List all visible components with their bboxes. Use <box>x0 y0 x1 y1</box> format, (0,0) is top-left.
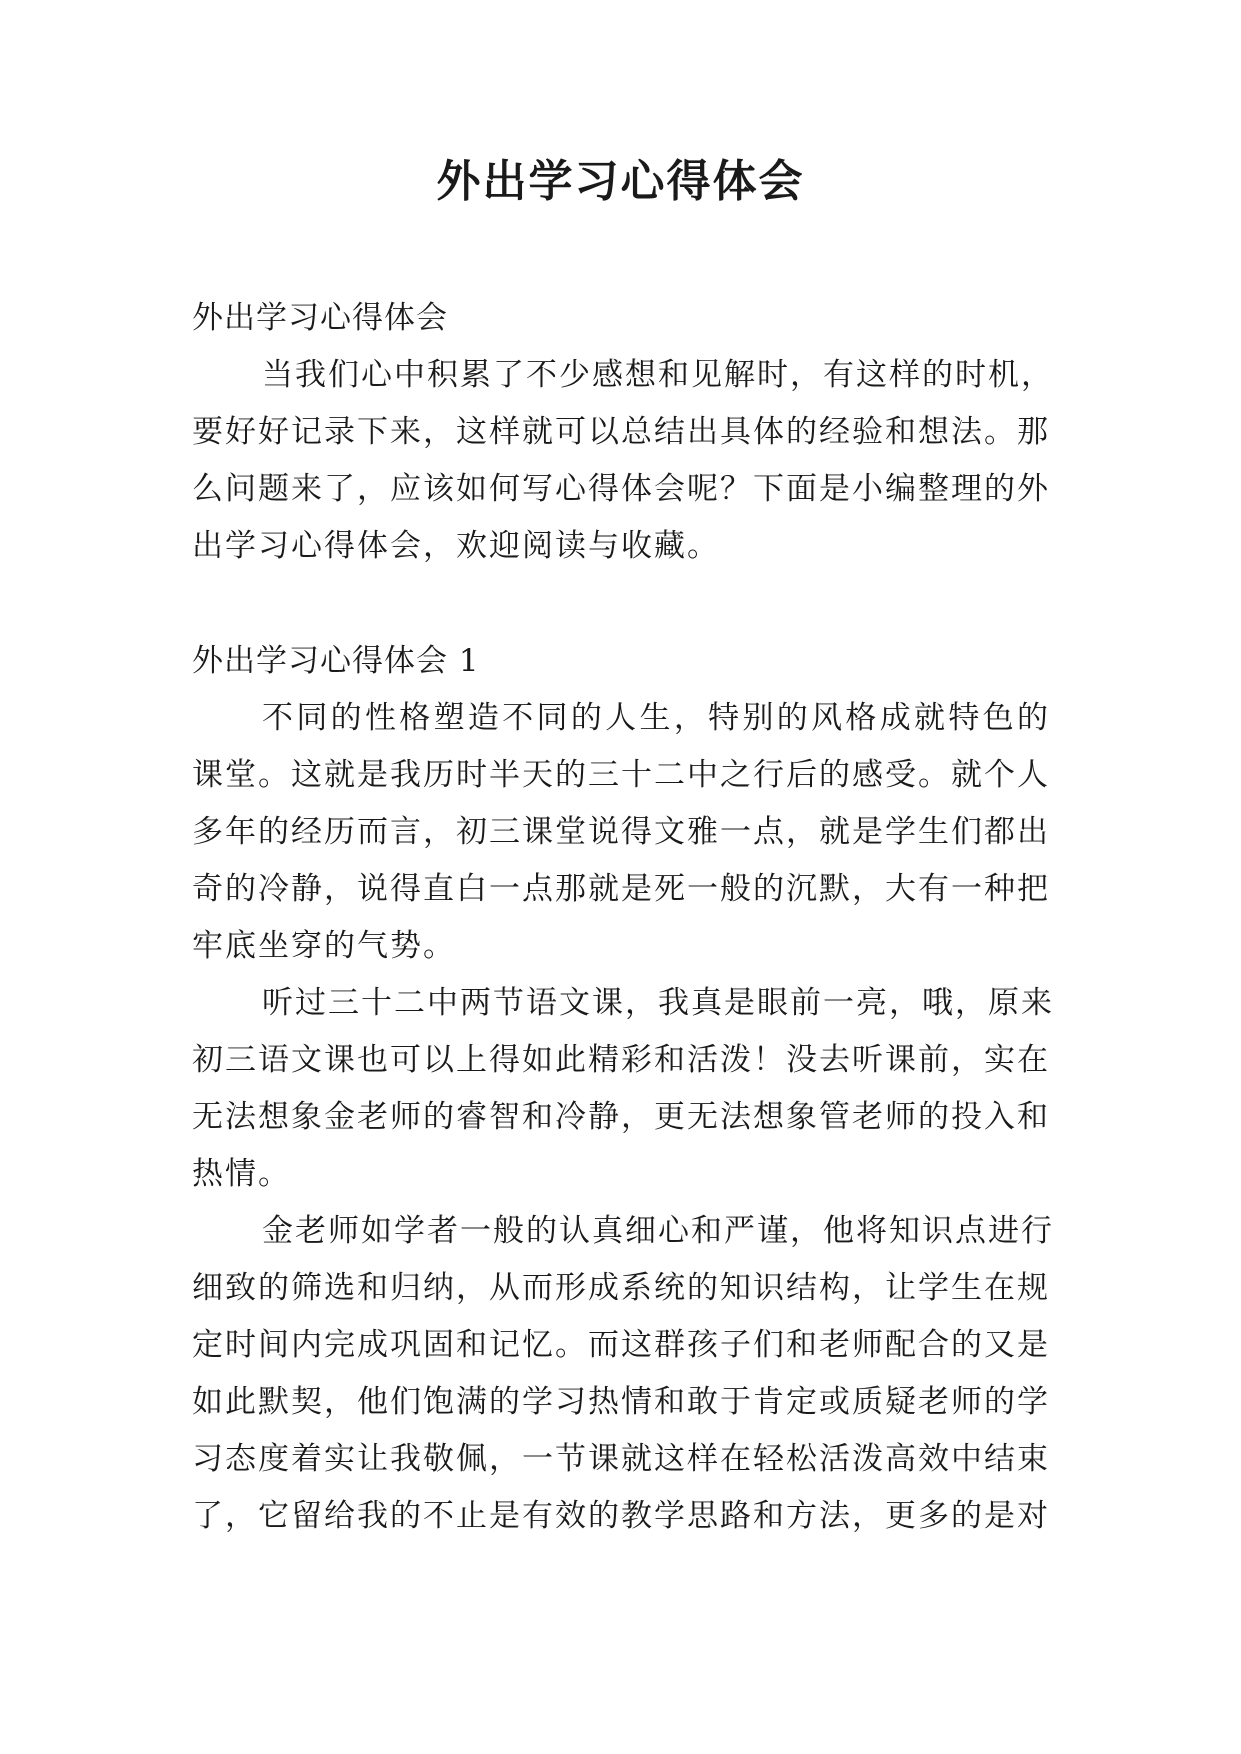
document-body <box>192 290 1054 1545</box>
paragraph-line: 出学习心得体会，欢迎阅读与收藏。 <box>192 528 720 564</box>
paragraph-line: 金老师如学者一般的认真细心和严谨，他将知识点进行 <box>262 1213 1054 1249</box>
section-spacer <box>192 575 1050 633</box>
paragraph-line: 当我们心中积累了不少感想和见解时，有这样的时机， <box>262 357 1054 393</box>
paragraph-line: 课堂。这就是我历时半天的三十二中之行后的感受。就个人 <box>192 757 1050 793</box>
paragraph-line: 多年的经历而言，初三课堂说得文雅一点，就是学生们都出 <box>192 814 1050 850</box>
paragraph-line: 初三语文课也可以上得如此精彩和活泼！没去听课前，实在 <box>192 1042 1050 1078</box>
paragraph-line: 定时间内完成巩固和记忆。而这群孩子们和老师配合的又是 <box>192 1327 1050 1363</box>
section-1-paragraph-2 <box>192 975 1054 1203</box>
paragraph-line: 细致的筛选和归纳，从而形成系统的知识结构，让学生在规 <box>192 1270 1050 1306</box>
paragraph-line: 了，它留给我的不止是有效的教学思路和方法，更多的是对 <box>192 1498 1050 1534</box>
intro-heading: 外出学习心得体会 <box>192 300 448 336</box>
section-1-paragraph-3 <box>192 1203 1054 1545</box>
section-1-paragraph-1 <box>192 690 1050 975</box>
paragraph-line: 热情。 <box>192 1156 291 1192</box>
paragraph-line: 如此默契，他们饱满的学习热情和敢于肯定或质疑老师的学 <box>192 1384 1050 1420</box>
paragraph-line: 牢底坐穿的气势。 <box>192 928 456 964</box>
document-title: 外出学习心得体会 <box>436 156 805 207</box>
paragraph-line: 听过三十二中两节语文课，我真是眼前一亮，哦，原来 <box>262 985 1054 1021</box>
paragraph-line: 习态度着实让我敬佩，一节课就这样在轻松活泼高效中结束 <box>192 1441 1050 1477</box>
paragraph-line: 么问题来了，应该如何写心得体会呢？下面是小编整理的外 <box>192 471 1050 507</box>
paragraph-line: 无法想象金老师的睿智和冷静，更无法想象管老师的投入和 <box>192 1099 1050 1135</box>
paragraph-line: 奇的冷静，说得直白一点那就是死一般的沉默，大有一种把 <box>192 871 1050 907</box>
paragraph-line: 要好好记录下来，这样就可以总结出具体的经验和想法。那 <box>192 414 1050 450</box>
intro-paragraph <box>192 347 1054 575</box>
section-1-heading: 外出学习心得体会 1 <box>192 643 480 679</box>
paragraph-line: 不同的性格塑造不同的人生，特别的风格成就特色的 <box>262 700 1050 736</box>
